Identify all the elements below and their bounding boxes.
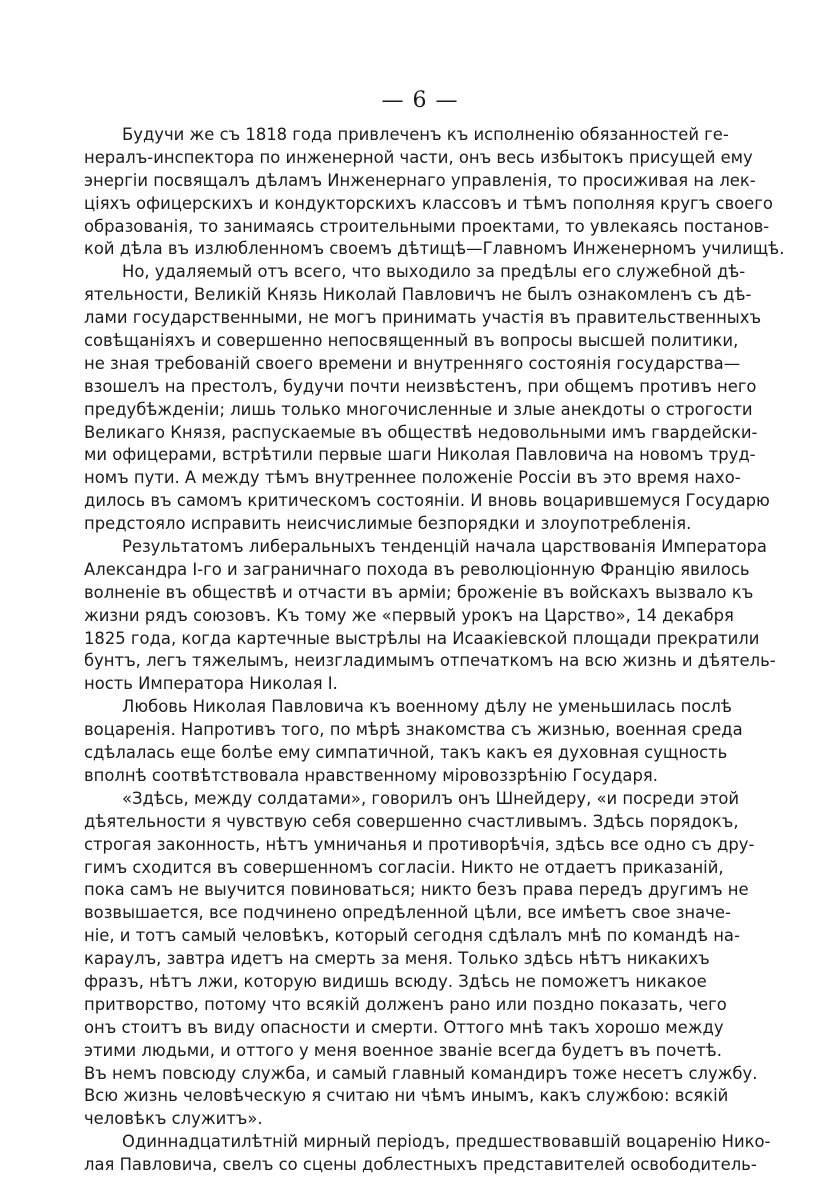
text-line: притворство, потому что всякій долженъ рано или поздно показать, чего <box>84 994 727 1014</box>
text-line: дилось въ самомъ критическомъ состояніи. И вновь воцарившемуся Государю <box>84 491 770 511</box>
text-line: ятельности, Великій Князь Николай Павловичъ не былъ ознакомленъ съ дѣ- <box>84 285 752 305</box>
paragraph-5 <box>84 788 758 1131</box>
text-line: Всю жизнь человѣческую я считаю ни чѣмъ инымъ, какъ службою: всякій <box>84 1086 729 1106</box>
text-line: 1825 года, когда картечные выстрѣлы на Исаакіевской площади прекратили <box>84 628 760 648</box>
text-line: лая Павловича, свелъ со сцены доблестныхъ представителей освободитель- <box>84 1155 757 1175</box>
text-line: Любовь Николая Павловича къ военному дѣлу не уменьшилась послѣ <box>122 697 732 717</box>
text-line: ми офицерами, встрѣтили первые шаги Николая Павловича на новомъ труд- <box>84 445 756 465</box>
text-line: дѣятельности я чувствую себя совершенно счастливымъ. Здѣсь порядокъ, <box>84 811 739 831</box>
text-line: строгая законность, нѣтъ умничанья и противорѣчія, здѣсь все одно съ дру- <box>84 834 755 854</box>
page-number: — 6 — <box>381 88 459 113</box>
text-line: ціяхъ офицерскихъ и кондукторскихъ классовъ и тѣмъ пополняя кругъ своего <box>84 193 773 213</box>
text-line: предстояло исправить неисчислимые безпорядки и злоупотребленія. <box>84 514 692 534</box>
text-line: бунтъ, легъ тяжелымъ, неизгладимымъ отпечаткомъ на всю жизнь и дѣятель- <box>84 651 776 671</box>
text-line: сдѣлалась еще болѣе ему симпатичной, такъ какъ ея духовная сущность <box>84 743 728 763</box>
paragraph-1 <box>84 124 785 261</box>
text-line: Въ немъ повсюду служба, и самый главный командиръ тоже несетъ службу. <box>84 1063 758 1083</box>
text-line: онъ стоитъ въ виду опасности и смерти. Оттого мнѣ такъ хорошо между <box>84 1017 724 1037</box>
paragraph-3 <box>84 536 776 696</box>
text-line: взошелъ на престолъ, будучи почти неизвѣстенъ, при общемъ противъ него <box>84 376 757 396</box>
body-text <box>84 124 785 1177</box>
paragraph-2 <box>84 261 770 536</box>
text-line: предубѣжденіи; лишь только многочисленные и злые анекдоты о строгости <box>84 399 753 419</box>
text-line: ніе, и тотъ самый человѣкъ, который сегодня сдѣлалъ мнѣ по командѣ на- <box>84 926 740 946</box>
text-line: воцаренія. Напротивъ того, по мѣрѣ знакомства съ жизнью, военная среда <box>84 720 743 740</box>
text-line: возвышается, все подчинено опредѣленной цѣли, все имѣетъ свое значе- <box>84 903 731 923</box>
text-line: ность Императора Николая I. <box>84 674 338 694</box>
text-line: лами государственными, не могъ принимать участія въ правительственныхъ <box>84 308 762 328</box>
text-line: Александра I-го и заграничнаго похода въ революціонную Францію явилось <box>84 559 750 579</box>
text-line: «Здѣсь, между солдатами», говорилъ онъ Шнейдеру, «и посреди этой <box>122 788 740 808</box>
text-line: вполнѣ соотвѣтствовала нравственному міровоззрѣнію Государя. <box>84 765 658 785</box>
text-line: волненіе въ обществѣ и отчасти въ арміи; броженіе въ войскахъ вызвало къ <box>84 582 754 602</box>
text-line: караулъ, завтра идетъ на смерть за меня. Только здѣсь нѣтъ никакихъ <box>84 949 710 969</box>
text-line: не зная требованій своего времени и внутренняго состоянія государства— <box>84 353 741 373</box>
text-line: Великаго Князя, распускаемые въ обществѣ недовольными имъ гвардейски- <box>84 422 758 442</box>
text-line: Результатомъ либеральныхъ тенденцій начала царствованія Императора <box>122 537 767 557</box>
text-line: фразъ, нѣтъ лжи, которую видишь всюду. Здѣсь не поможетъ никакое <box>84 971 707 991</box>
paragraph-6 <box>84 1131 771 1177</box>
text-line: жизни рядъ союзовъ. Къ тому же «первый урокъ на Царство», 14 декабря <box>84 605 734 625</box>
text-line: кой дѣла въ излюбленномъ своемъ дѣтищѣ—Главномъ Инженерномъ училищѣ. <box>84 239 785 259</box>
text-line: этими людьми, и оттого у меня военное званіе всегда будетъ въ почетѣ. <box>84 1040 722 1060</box>
text-line: номъ пути. А между тѣмъ внутреннее положеніе Россіи въ это время нахо- <box>84 468 741 488</box>
text-line: гимъ сходится въ совершенномъ согласіи. Никто не отдаетъ приказаній, <box>84 857 724 877</box>
text-line: Будучи же съ 1818 года привлеченъ къ исполненію обязанностей ге- <box>122 125 729 144</box>
text-line: Но, удаляемый отъ всего, что выходило за предѣлы его служебной дѣ- <box>122 262 746 282</box>
text-line: нералъ-инспектора по инженерной части, онъ весь избытокъ присущей ему <box>84 147 753 167</box>
text-line: энергіи посвящалъ дѣламъ Инженернаго управленія, то просиживая на лек- <box>84 170 756 190</box>
text-line: пока самъ не выучится повиноваться; никто безъ права передъ другимъ не <box>84 880 749 900</box>
text-line: человѣкъ служитъ». <box>84 1109 263 1129</box>
text-line: Одиннадцатилѣтній мирный періодъ, предшествовавшій воцаренію Нико- <box>122 1132 771 1152</box>
text-line: совѣщаніяхъ и совершенно непосвященный въ вопросы высшей политики, <box>84 331 739 351</box>
text-line: образованія, то занимаясь строительными проектами, то увлекаясь постанов- <box>84 216 770 236</box>
paragraph-4 <box>84 696 743 788</box>
